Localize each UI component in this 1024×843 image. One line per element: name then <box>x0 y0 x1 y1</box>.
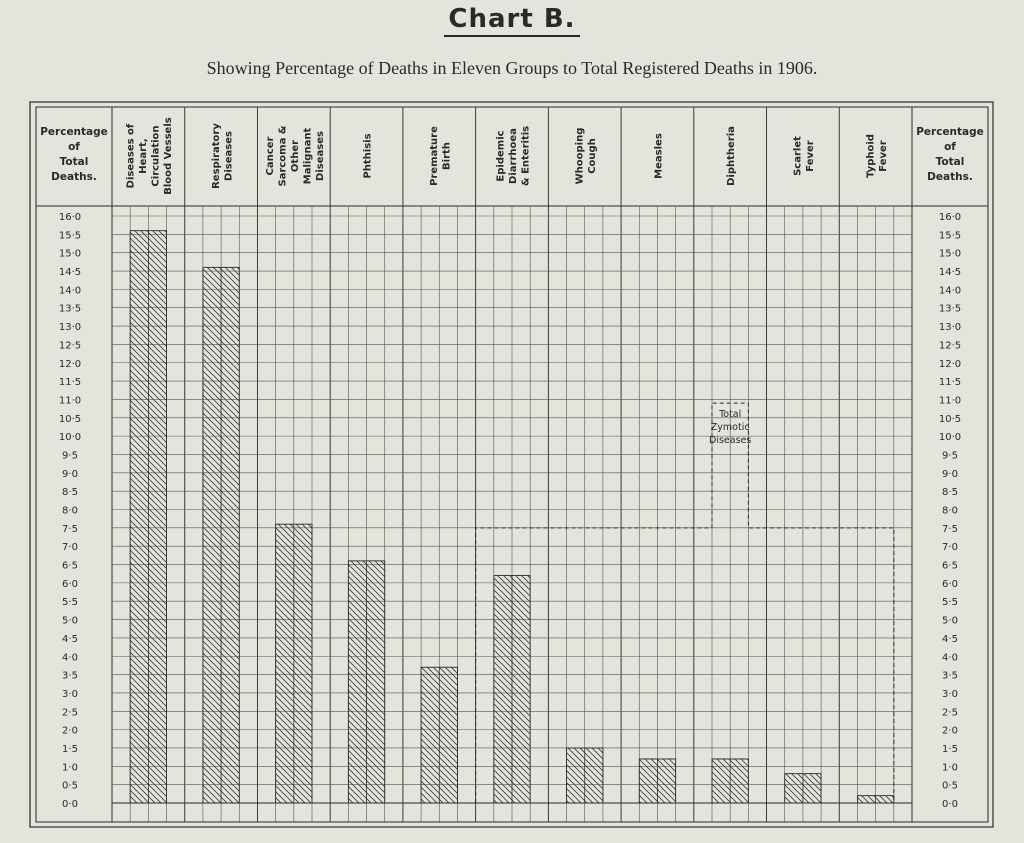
y-tick-label-right: 10·5 <box>938 413 962 425</box>
category-label: Diarrhoea <box>508 128 519 184</box>
chart-subtitle: Showing Percentage of Deaths in Eleven Groups to Total Registered Deaths in 1906. <box>206 58 818 78</box>
y-tick-label-left: 7·5 <box>62 523 78 535</box>
category-label: Measles <box>653 133 665 179</box>
y-tick-label-left: 10·5 <box>58 413 82 425</box>
y-tick-label-right: 8·0 <box>942 505 958 517</box>
category-label: Diphtheria <box>726 126 738 186</box>
y-tick-label-left: 5·0 <box>62 615 78 627</box>
category-label: Phthisis <box>362 133 374 179</box>
category-label: Whooping <box>574 127 586 185</box>
category-label: Scarlet <box>792 136 804 176</box>
y-tick-label-right: 3·5 <box>942 670 958 682</box>
y-tick-label-right: 0·5 <box>942 780 958 792</box>
category-label: Respiratory <box>210 123 222 189</box>
y-tick-label-right: 10·0 <box>938 432 962 444</box>
y-tick-label-left: 4·0 <box>62 652 78 664</box>
y-tick-label-right: 7·5 <box>942 523 958 535</box>
y-tick-label-left: 1·5 <box>62 743 78 755</box>
y-tick-label-left: 5·5 <box>62 597 78 609</box>
category-label: Diseases <box>223 131 235 181</box>
y-tick-label-right: 11·5 <box>938 377 962 389</box>
y-tick-label-left: 2·0 <box>62 725 78 737</box>
y-tick-label-left: 8·5 <box>62 487 78 499</box>
category-label: Other <box>289 139 301 173</box>
y-tick-label-left: 16·0 <box>58 212 82 223</box>
y-tick-label-right: 4·5 <box>942 633 958 645</box>
y-tick-label-left: 1·0 <box>62 762 78 774</box>
y-tick-label-left: 0·0 <box>62 799 78 810</box>
y-axis-title-right: Deaths. <box>927 171 973 183</box>
y-tick-label-right: 1·5 <box>942 743 958 755</box>
y-tick-label-right: 15·5 <box>938 230 962 242</box>
y-tick-label-left: 9·0 <box>62 468 78 480</box>
category-label: Diseases of <box>125 123 137 189</box>
y-tick-label-left: 10·0 <box>58 432 82 444</box>
y-tick-label-right: 12·5 <box>938 340 962 352</box>
y-tick-label-left: 12·5 <box>58 340 82 352</box>
category-label: Typhoid <box>865 134 877 178</box>
y-tick-label-right: 9·5 <box>942 450 958 462</box>
y-axis-title-left: Total <box>59 156 89 168</box>
y-tick-label-right: 14·5 <box>938 267 962 279</box>
y-tick-label-right: 9·0 <box>942 468 958 480</box>
category-label: Birth <box>441 142 453 170</box>
y-tick-label-left: 7·0 <box>62 542 78 554</box>
y-tick-label-right: 13·0 <box>938 322 962 334</box>
zymotic-outline <box>476 403 894 803</box>
y-tick-label-right: 6·0 <box>942 578 958 590</box>
category-label: Malignant <box>302 127 314 185</box>
zymotic-label: Zymotic <box>710 422 750 434</box>
y-tick-label-right: 2·0 <box>942 725 958 737</box>
y-tick-label-left: 14·0 <box>58 285 82 297</box>
y-tick-label-right: 6·5 <box>942 560 958 572</box>
zymotic-label: Total <box>719 409 742 421</box>
y-tick-label-left: 3·5 <box>62 670 78 682</box>
y-tick-label-left: 3·0 <box>62 688 78 700</box>
y-tick-label-left: 9·5 <box>62 450 78 462</box>
y-tick-label-right: 13·5 <box>938 303 962 315</box>
y-tick-label-left: 11·0 <box>58 395 82 407</box>
y-tick-label-right: 5·5 <box>942 597 958 609</box>
zymotic-annotation <box>476 403 894 803</box>
y-tick-label-left: 15·5 <box>58 230 82 242</box>
y-tick-label-right: 5·0 <box>942 615 958 627</box>
y-tick-label-right: 15·0 <box>938 248 962 260</box>
category-label: Circulation <box>150 125 162 187</box>
y-tick-label-right: 3·0 <box>942 688 958 700</box>
y-axis-title-left: Percentage <box>40 126 108 138</box>
category-label: Epidemic <box>495 130 507 182</box>
y-tick-label-left: 0·5 <box>62 780 78 792</box>
y-tick-label-left: 6·5 <box>62 560 78 572</box>
y-tick-label-left: 13·0 <box>58 322 82 334</box>
y-tick-label-left: 12·0 <box>58 358 82 370</box>
category-label: Cough <box>586 138 598 174</box>
category-label: Sarcoma & <box>277 125 289 187</box>
y-tick-label-left: 8·0 <box>62 505 78 517</box>
category-label: Blood Vessels <box>163 117 175 195</box>
y-axis-title-right: Percentage <box>916 126 984 138</box>
y-axis-title-left: of <box>68 141 80 153</box>
y-tick-label-right: 1·0 <box>942 762 958 774</box>
y-tick-label-right: 12·0 <box>938 358 962 370</box>
y-axis-title-left: Deaths. <box>51 171 97 183</box>
y-tick-label-right: 16·0 <box>938 212 962 223</box>
chart-title-text: Chart B. <box>444 4 579 37</box>
y-tick-label-left: 6·0 <box>62 578 78 590</box>
y-tick-label-right: 4·0 <box>942 652 958 664</box>
y-tick-label-left: 13·5 <box>58 303 82 315</box>
y-tick-label-left: 11·5 <box>58 377 82 389</box>
y-tick-label-left: 2·5 <box>62 707 78 719</box>
category-label: Cancer <box>264 136 276 176</box>
y-tick-label-left: 4·5 <box>62 633 78 645</box>
y-tick-label-left: 15·0 <box>58 248 82 260</box>
category-label: Fever <box>877 140 889 172</box>
y-tick-label-right: 0·0 <box>942 799 958 810</box>
category-label: & Enteritis <box>520 125 532 187</box>
y-tick-label-left: 14·5 <box>58 267 82 279</box>
category-label: Heart, <box>138 138 150 174</box>
y-axis-title-right: of <box>944 141 956 153</box>
y-axis-title-right: Total <box>935 156 965 168</box>
y-tick-label-right: 14·0 <box>938 285 962 297</box>
y-tick-label-right: 8·5 <box>942 487 958 499</box>
y-tick-label-right: 7·0 <box>942 542 958 554</box>
zymotic-label: Diseases <box>709 435 752 447</box>
category-label: Diseases <box>314 131 326 181</box>
category-label: Premature <box>429 126 441 186</box>
y-tick-label-right: 2·5 <box>942 707 958 719</box>
y-tick-label-right: 11·0 <box>938 395 962 407</box>
category-label: Fever <box>805 140 817 172</box>
